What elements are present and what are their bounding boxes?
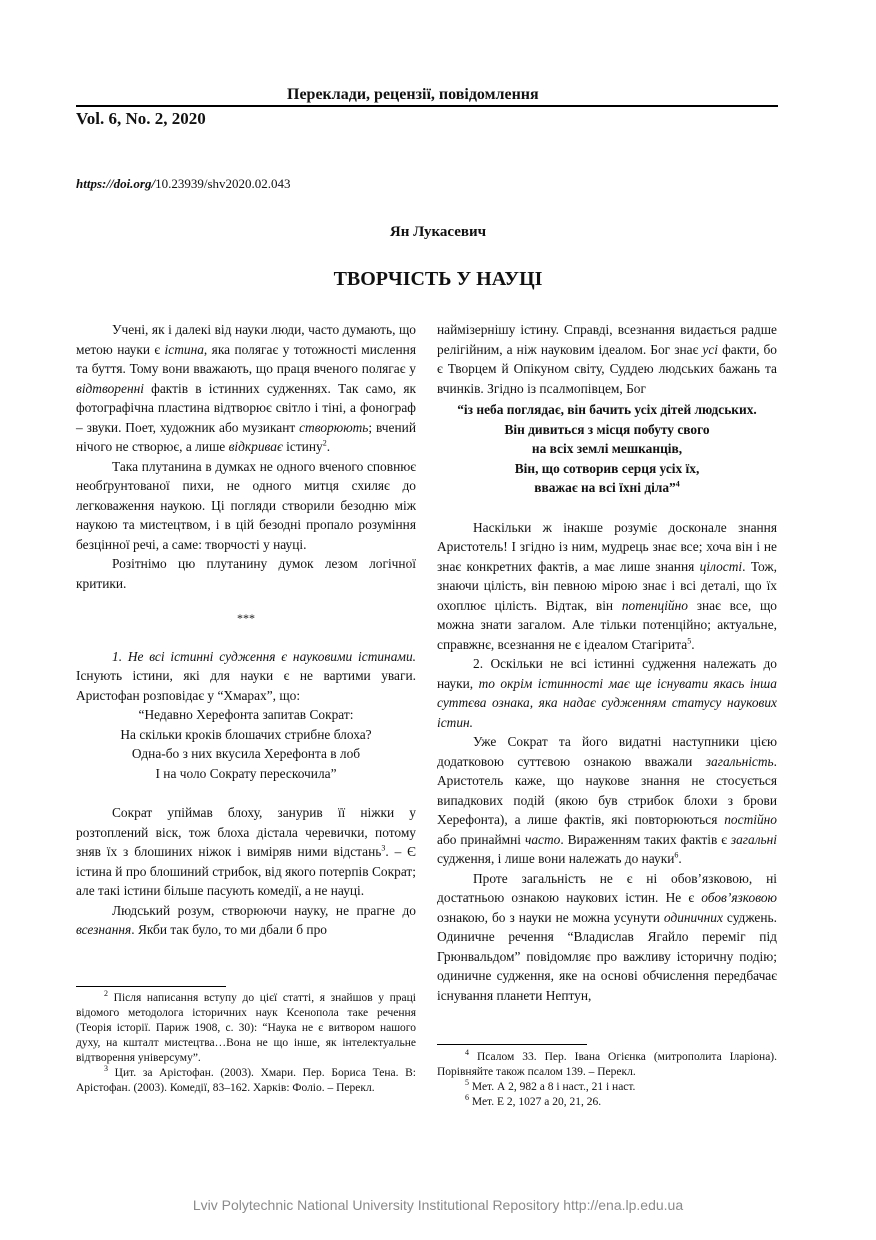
- section-separator: ***: [237, 611, 255, 625]
- left-column: [76, 320, 416, 940]
- psalm-quote: [437, 400, 777, 498]
- verse-line: “із неба поглядає, він бачить усіх дітей людських.: [457, 402, 757, 417]
- right-column: [437, 320, 777, 1005]
- paragraph: Наскільки ж інакше розуміє досконале знання Аристотель! І згідно із ним, мудрець знає все; хоча він і не знає конкретних фактів, а має лише знання цілості. Тож, знаючи цілість, він певною мірою знає і всі деталі, що їх охоплює цілість. Відтак, він потенційно знає все, що можна знати загалом. Але тільки потенційно; актуальне, справжнє, всезнання не є ідеалом Стагірита$^5$.: [437, 519, 777, 652]
- paragraph: Проте загальність не є ні обов’язковою, ні достатньою ознакою наукових істин. Не є обов’язковою ознакою, бо з науки не можна усунути одиничних суджень. Одиничне речення “Владислав Ягайло переміг під Грюнвальдом” повідомляє про важливу історичну подію; одиничне судження, яке на основі обчислення передбачає існування планети Нептун,: [437, 870, 777, 1003]
- paragraph: Розітнімо цю плутанину думок лезом логічної критики.: [76, 556, 416, 591]
- verse-line: На скільки кроків блошачих стрибне блоха?: [120, 726, 372, 742]
- repository-footer: Lviv Polytechnic National University Institutional Repository http://ena.lp.edu.ua: [192, 1197, 684, 1213]
- verse-quote: [76, 705, 416, 783]
- verse-line: вважає на всі їхні діла”$^4$: [534, 479, 680, 495]
- footnote-ref: 5: [687, 636, 692, 646]
- paragraph: Уже Сократ та його видатні наступники цією додатковою суттєвою ознакою вважали загальність. Аристотель каже, що наукове знання не стосується випадкових подій (якою був стрибок блохи з брови Херефонта), а лише фактів, які повторюються постійно або принаймні часто. Вираженням таких фактів є загальні судження, і лише вони належать до науки$^6$.: [437, 734, 777, 866]
- footnote-rule: [76, 986, 226, 987]
- doi-suffix: 10.23939/shv2020.02.043: [155, 176, 291, 191]
- verse-line: Він дивиться з місця побуту свого: [504, 421, 710, 437]
- paragraph: наймізернішу істину. Справді, всезнання видається радше релігійним, а ніж науковим ідеалом. Бог знає усі факти, бо є Творцем й Опікуном світу, Суддею людських бажань та вчинків. Згідно із псалмопівцем, Бог: [437, 322, 777, 396]
- paragraph: Людський розум, створюючи науку, не прагне до всезнання. Якби так було, то ми дбали б про: [76, 902, 416, 937]
- paragraph: 1. Не всі істинні судження є науковими істинами. Існують істини, які для науки є не вартими уваги. Аристофан розповідає у “Хмарах”, що:: [76, 648, 416, 703]
- paragraph: Сократ упіймав блоху, занурив її ніжки у розтоплений віск, тож блоха дістала черевички, потому зняв їх з блошиних ніжок і виміряв ними відстань$^3$. – Є істина й про блошиний стрибок, від якого потерпів Сократ; але такі істини більше пасують комедії, а не науці.: [76, 805, 416, 898]
- verse-line: “Недавно Херефонта запитав Сократ:: [138, 707, 354, 722]
- footnote-ref: 4: [675, 479, 680, 489]
- paragraph: Учені, як і далекі від науки люди, часто думають, що метою науки є істина, яка полягає у тотожності мислення та буття. Тому вони вважають, що праця вченого полягає у відтворенні фактів в істинних судженнях. Так само, як фотографічна пластина відтворює світло і тіні, а фонограф – звуки. Поет, художник або музикант створюють; вчений нічого не створює, а лише відкриває істину$^2$.: [76, 322, 416, 454]
- footnote-ref: 6: [674, 850, 679, 860]
- paragraph: Така плутанина в думках не одного вченого сповнює необґрунтованої пихи, не одного митця схиляє до легковаження наукою. Ці погляди створили безодню між наукою та мистецтвом, і в цій безодні пропало розуміння безцінної речі, а саме: творчості у науці.: [76, 458, 416, 552]
- article-title: ТВОРЧІСТЬ У НАУЦІ: [333, 268, 543, 290]
- section-heading: Переклади, рецензії, повідомлення: [287, 86, 539, 103]
- verse-line: І на чоло Сократу перескочила”: [155, 765, 337, 781]
- verse-line: на всіх землі мешканців,: [531, 441, 683, 456]
- footnote: $^4$ Псалом 33. Пер. Івана Огієнка (митрополита Іларіона). Порівняйте також псалом 139. – Перекл.: [437, 1048, 778, 1078]
- header-rule: [76, 105, 778, 107]
- paragraph: 2. Оскільки не всі істинні судження належать до науки, то окрім істинності має ще існувати якась інша суттєва ознака, яка надає судженням статусу наукових істин.: [437, 656, 777, 730]
- doi-link[interactable]: [76, 176, 291, 192]
- footnote: $^5$ Мет. А 2, 982 а 8 і наст., 21 і наст.: [465, 1078, 636, 1093]
- footnote-ref: 3: [381, 843, 386, 853]
- verse-line: Він, що сотворив серця усіх їх,: [514, 460, 700, 476]
- footnote-rule: [437, 1044, 587, 1045]
- author-name: Ян Лукасевич: [389, 224, 487, 240]
- footnote: $^3$ Цит. за Арістофан. (2003). Хмари. Пер. Бориса Тена. В: Арістофан. (2003). Комедії, 83–162. Харків: Фоліо. – Перекл.: [76, 1064, 416, 1094]
- doi-prefix: https://doi.org/: [76, 176, 156, 191]
- footnote: $^6$ Мет. Е 2, 1027 а 20, 21, 26.: [465, 1093, 602, 1108]
- footnote: $^2$ Після написання вступу до цієї статті, я знайшов у праці відомого методолога історичних наук Ксенопола таке речення (Теорія історії. Париж 1908, с. 30): “Наука не є витвором нашого духу, на кшталт мистецтва…Вона не що інше, як інтелектуальне відтворення універсуму”.: [76, 989, 416, 1064]
- volume-label: Vol. 6, No. 2, 2020: [76, 109, 206, 128]
- verse-line: Одна-бо з них вкусила Херефонта в лоб: [131, 746, 361, 761]
- right-footnotes: [437, 1050, 777, 1110]
- left-footnotes: [76, 991, 416, 1096]
- footnote-ref: 2: [322, 438, 327, 448]
